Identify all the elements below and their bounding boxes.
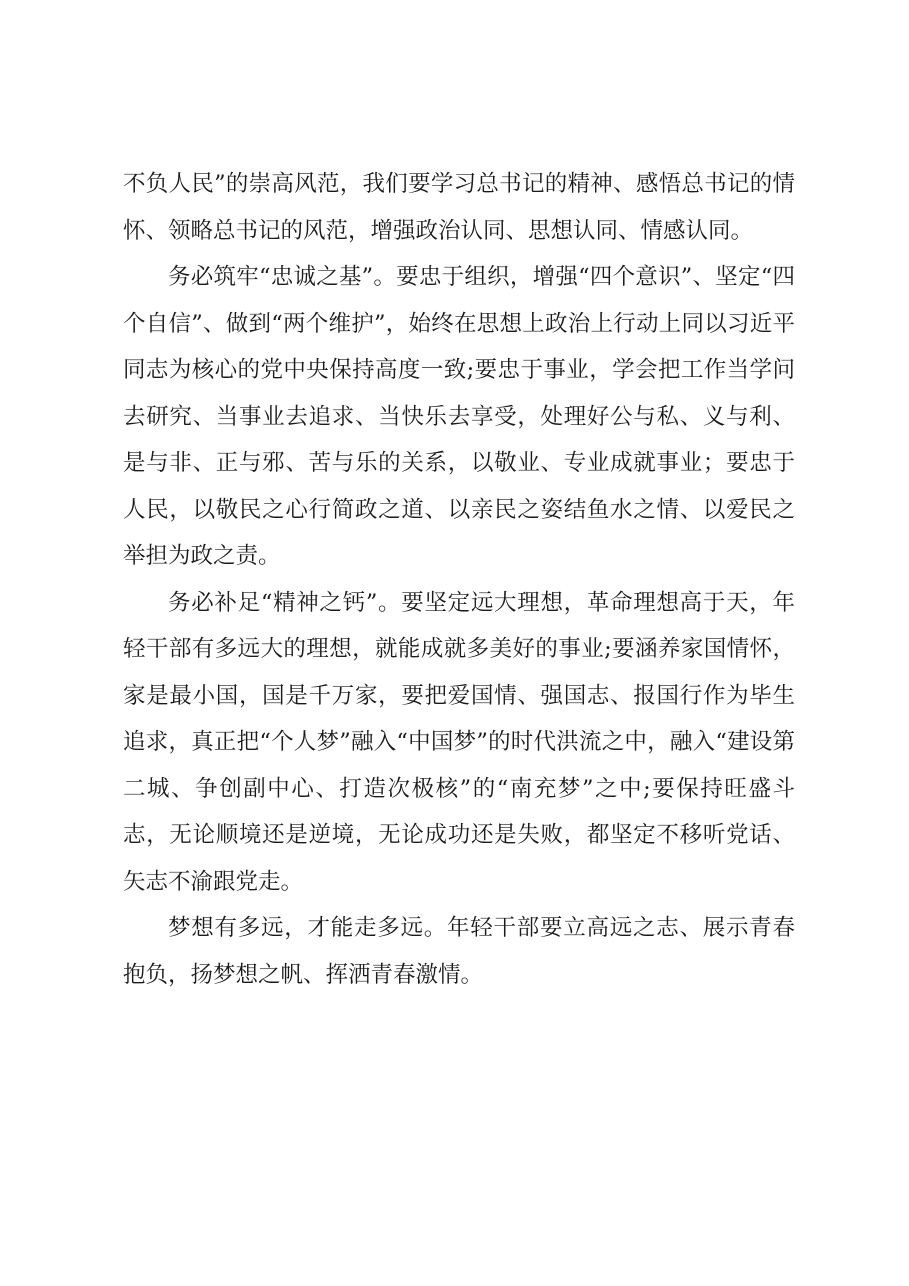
paragraph-continuation: 不负人民”的崇高风范，我们要学习总书记的精神、感悟总书记的情怀、领略总书记的风范，增强政治认同、思想认同、情感认同。 (123, 171, 795, 244)
document-body (123, 161, 795, 998)
paragraph-loyalty: 务必筑牢“忠诚之基”。要忠于组织，增强“四个意识”、坚定“四个自信”、做到“两个维护”，始终在思想上政治上行动上同以习近平同志为核心的党中央保持高度一致;要忠于事业，学会把工作当学问去研究、当事业去追求、当快乐去享受，处理好公与私、义与利、是与非、正与邪、苦与乐的关系，以敬业、专业成就事业；要忠于人民，以敬民之心行简政之道、以亲民之姿结鱼水之情、以爱民之举担为政之责。 (123, 264, 795, 569)
paragraph-dream: 梦想有多远，才能走多远。年轻干部要立高远之志、展示青春抱负，扬梦想之帆、挥洒青春激情。 (123, 915, 795, 988)
paragraph-spirit: 务必补足“精神之钙”。要坚定远大理想，革命理想高于天，年轻干部有多远大的理想，就能成就多美好的事业;要涵养家国情怀，家是最小国，国是千万家，要把爱国情、强国志、报国行作为毕生追求，真正把“个人梦”融入“中国梦”的时代洪流之中，融入“建设第二城、争创副中心、打造次极核”的“南充梦”之中;要保持旺盛斗志，无论顺境还是逆境，无论成功还是失败，都坚定不移听党话、矢志不渝跟党走。 (123, 589, 795, 895)
